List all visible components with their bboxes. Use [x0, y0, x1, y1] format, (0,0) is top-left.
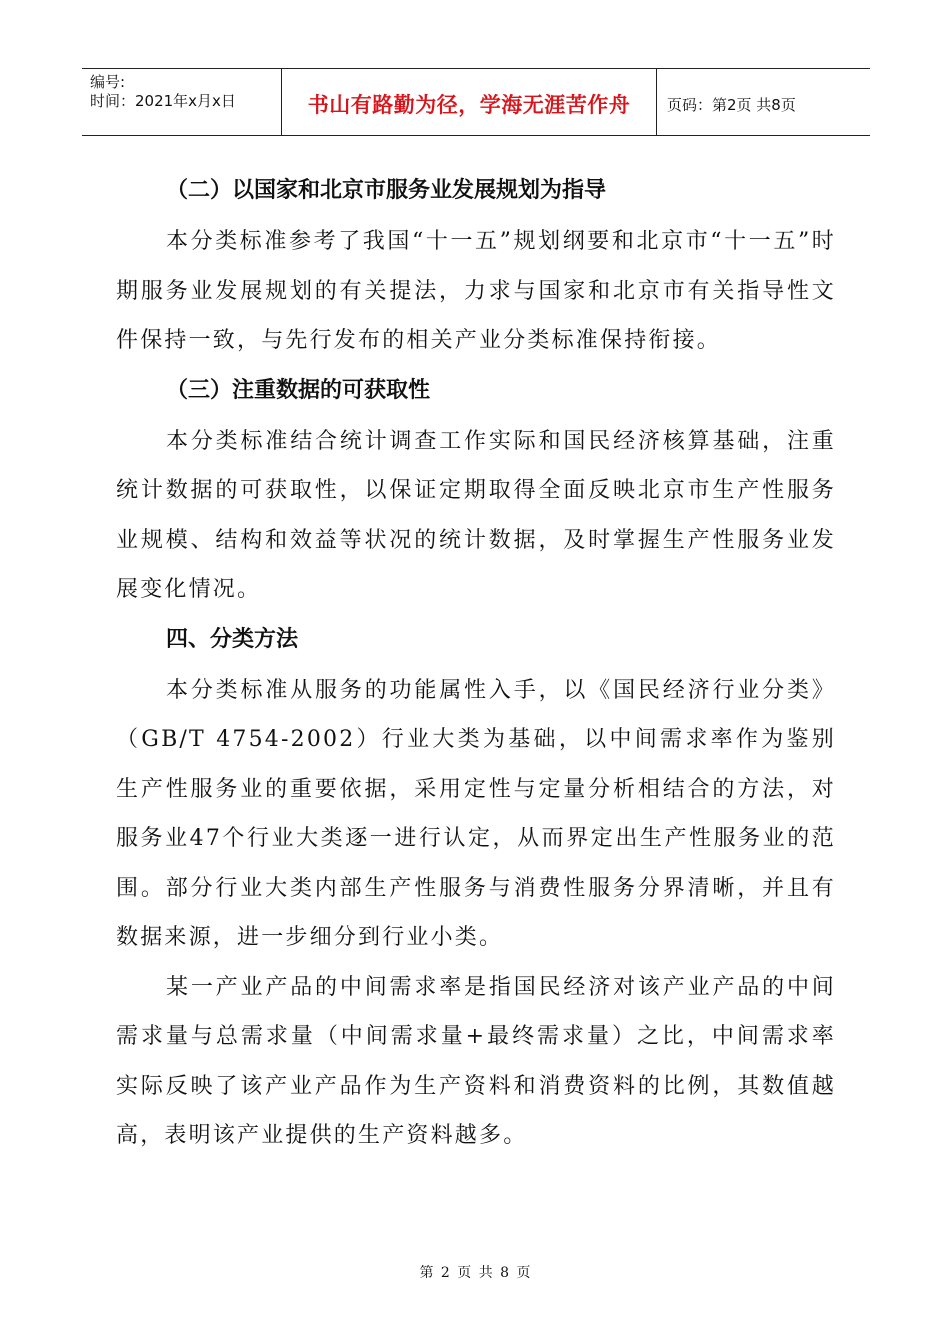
- body-paragraph: 本分类标准参考了我国“十一五”规划纲要和北京市“十一五”时期服务业发展规划的有关提法，力求与国家和北京市有关指导性文件保持一致，与先行发布的相关产业分类标准保持衔接。: [116, 229, 836, 353]
- document-number-label: 编号:: [90, 73, 126, 91]
- body-paragraph: 本分类标准从服务的功能属性入手，以《国民经济行业分类》（GB/T 4754-2002）行业大类为基础，以中间需求率作为鉴别生产性服务业的重要依据，采用定性与定量分析相结合的方法，对服务业47个行业大类逐一进行认定，从而界定出生产性服务业的范围。部分行业大类内部生产性服务与消费性服务分界清晰，并且有数据来源，进一步细分到行业小类。: [116, 677, 836, 950]
- page-footer-number: 第 2 页 共 8 页: [419, 1265, 531, 1281]
- header-meta-cell: [82, 69, 282, 135]
- document-time-label: 时间：2021年x月x日: [90, 92, 236, 110]
- page-header: [82, 68, 870, 136]
- body-paragraph: 某一产业产品的中间需求率是指国民经济对该产业产品的中间需求量与总需求量（中间需求量+最终需求量）之比，中间需求率实际反映了该产业产品作为生产资料和消费资料的比例，其数值越高，表明该产业提供的生产资料越多。: [116, 974, 836, 1148]
- section-heading-data-availability: （三）注重数据的可获取性: [166, 377, 431, 403]
- body-paragraph: 本分类标准结合统计调查工作实际和国民经济核算基础，注重统计数据的可获取性，以保证定期取得全面反映北京市生产性服务业规模、结构和效益等状况的统计数据，及时掌握生产性服务业发展变化情况。: [116, 428, 836, 602]
- section-heading-planning-guidance: （二）以国家和北京市服务业发展规划为指导: [166, 178, 607, 203]
- header-page-info: 页码：第2页 共8页: [667, 95, 796, 114]
- section-heading-classification-method: 四、分类方法: [166, 626, 299, 652]
- document-body: [116, 166, 836, 1161]
- header-motto: 书山有路勤为径，学海无涯苦作舟: [282, 69, 657, 135]
